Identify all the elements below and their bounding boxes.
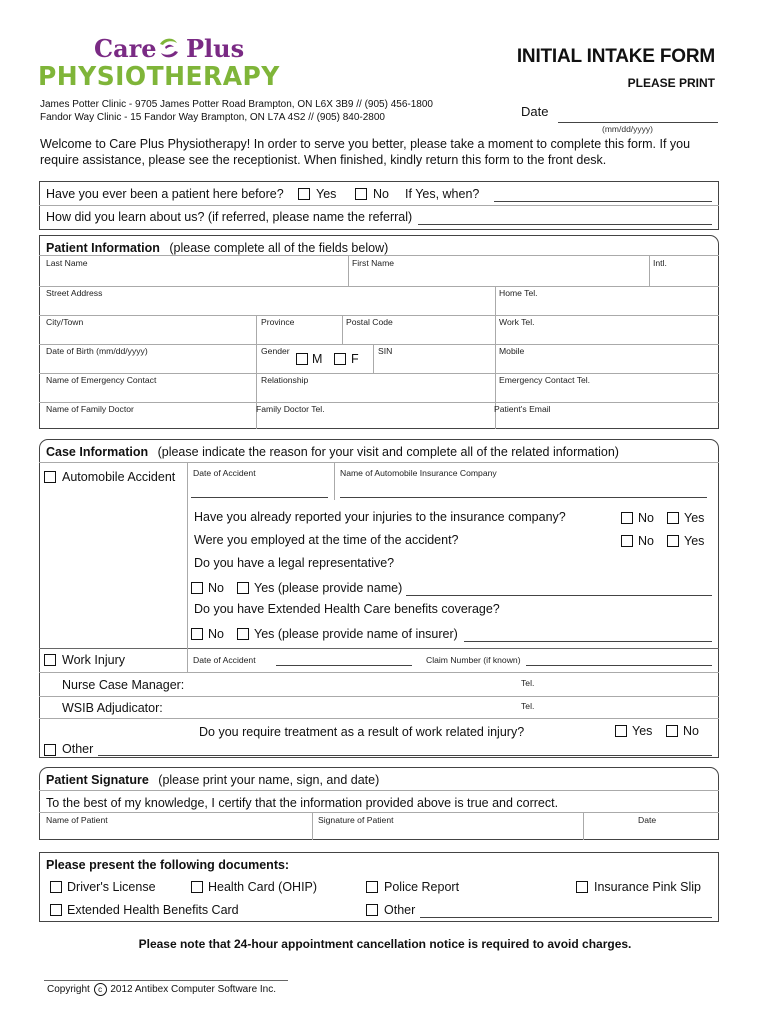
ehb-card-label: Extended Health Benefits Card (67, 903, 239, 917)
pi-row-line (39, 344, 719, 345)
drivers-license-label: Driver's License (67, 880, 156, 894)
form-title: INITIAL INTAKE FORM (516, 46, 715, 67)
prior-yes-label: Yes (316, 187, 337, 201)
province-label: Province (261, 317, 295, 327)
mobile-label: Mobile (499, 346, 525, 356)
employed-no-label: No (638, 534, 654, 548)
auto-accident-label: Automobile Accident (62, 470, 176, 484)
pi-col-line (373, 344, 374, 373)
date-field[interactable] (558, 122, 718, 123)
prior-when-field[interactable] (494, 201, 712, 202)
prior-visit-divider (39, 205, 719, 206)
logo (38, 32, 298, 94)
city-label: City/Town (46, 317, 84, 327)
pi-col-line (649, 255, 650, 286)
date-hint: (mm/dd/yyyy) (602, 124, 653, 134)
please-print: PLEASE PRINT (627, 76, 715, 90)
patient-email-label: Patient's Email (494, 404, 551, 414)
case-info-divider (39, 462, 719, 463)
auto-col-line (334, 462, 335, 500)
footer-rule (44, 980, 288, 981)
work-treatment-yes-checkbox[interactable] (615, 725, 627, 737)
signature-date-label: Date (638, 815, 657, 825)
work-col-line (187, 648, 188, 672)
prior-if-yes-label: If Yes, when? (405, 187, 480, 201)
pi-col-line (348, 255, 349, 286)
claim-number-field[interactable] (526, 665, 712, 666)
ehb-card-checkbox[interactable] (50, 904, 62, 916)
work-date-field[interactable] (276, 665, 412, 666)
work-row-line (39, 718, 719, 719)
initial-label: Intl. (653, 258, 667, 268)
pi-row-line (39, 315, 719, 316)
emergency-tel-label: Emergency Contact Tel. (499, 375, 591, 385)
ehc-yes-checkbox[interactable] (237, 628, 249, 640)
insurance-company-label: Name of Automobile Insurance Company (340, 468, 497, 478)
sin-label: SIN (378, 346, 393, 356)
prior-yes-checkbox[interactable] (298, 188, 310, 200)
drivers-license-checkbox[interactable] (50, 881, 62, 893)
legal-yes-label: Yes (please provide name) (254, 581, 403, 595)
logo-physiotherapy: PHYSIOTHERAPY (38, 62, 280, 92)
other-document-field[interactable] (420, 917, 712, 918)
legal-name-field[interactable] (406, 595, 712, 596)
relationship-label: Relationship (261, 375, 309, 385)
referral-field[interactable] (418, 224, 712, 225)
prior-no-label: No (373, 187, 389, 201)
nurse-tel-label: Tel. (521, 678, 535, 688)
signature-title (46, 773, 379, 787)
employed-question: Were you employed at the time of the accident? (194, 533, 459, 547)
reported-no-label: No (638, 511, 654, 525)
pi-col-line (342, 315, 343, 344)
gender-m-label: M (312, 352, 323, 366)
other-document-label: Other (384, 903, 416, 917)
other-reason-field[interactable] (98, 755, 712, 756)
logo-plus: Plus (186, 34, 245, 63)
pi-row-line (39, 286, 719, 287)
auto-date-label: Date of Accident (193, 468, 256, 478)
police-report-label: Police Report (384, 880, 460, 894)
signature-subtitle: (please print your name, sign, and date) (158, 773, 380, 787)
employed-no-checkbox[interactable] (621, 535, 633, 547)
street-label: Street Address (46, 288, 103, 298)
first-name-label: First Name (352, 258, 395, 268)
postal-label: Postal Code (346, 317, 393, 327)
other-document-checkbox[interactable] (366, 904, 378, 916)
logo-care: Care (94, 34, 157, 63)
dob-label: Date of Birth (mm/dd/yyyy) (46, 346, 148, 356)
work-injury-label: Work Injury (62, 653, 125, 667)
police-report-checkbox[interactable] (366, 881, 378, 893)
ehc-no-label: No (208, 627, 224, 641)
reported-no-checkbox[interactable] (621, 512, 633, 524)
pi-row-line (39, 255, 719, 256)
copyright-icon: c (94, 983, 107, 996)
case-info-title (46, 445, 619, 459)
case-info-subtitle: (please indicate the reason for your visit and complete all of the related information) (157, 445, 619, 459)
documents-title: Please present the following documents: (46, 858, 290, 872)
case-info-heading: Case Information (46, 445, 149, 459)
copyright-text: 2012 Antibex Computer Software Inc. (110, 984, 277, 995)
work-treatment-no-checkbox[interactable] (666, 725, 678, 737)
family-doctor-label: Name of Family Doctor (46, 404, 134, 414)
legal-no-label: No (208, 581, 224, 595)
gender-f-label: F (351, 352, 359, 366)
family-doctor-tel-label: Family Doctor Tel. (256, 404, 325, 414)
health-card-label: Health Card (OHIP) (208, 880, 318, 894)
clinic-address-1: James Potter Clinic - 9705 James Potter Road Brampton, ON L6X 3B9 // (905) 456-1800 (40, 99, 433, 110)
other-reason-label: Other (62, 742, 94, 756)
pi-row-line (39, 373, 719, 374)
ehc-insurer-field[interactable] (464, 641, 712, 642)
cancellation-notice: Please note that 24-hour appointment cancellation notice is required to avoid charges. (138, 937, 632, 951)
insurance-company-field[interactable] (340, 497, 707, 498)
case-section-divider (39, 648, 719, 649)
gender-m-checkbox[interactable] (296, 353, 308, 365)
nurse-label: Nurse Case Manager: (62, 678, 185, 692)
legal-question: Do you have a legal representative? (194, 556, 395, 570)
signature-col-line (583, 812, 584, 840)
certify-statement: To the best of my knowledge, I certify that the information provided above is true and correct. (46, 796, 559, 810)
pink-slip-label: Insurance Pink Slip (594, 880, 702, 894)
legal-no-checkbox[interactable] (191, 582, 203, 594)
patient-info-heading: Patient Information (46, 241, 160, 255)
welcome-line-1: Welcome to Care Plus Physiotherapy! In order to serve you better, please take a moment to complete this form. If you (40, 137, 691, 151)
auto-date-field[interactable] (191, 497, 328, 498)
patient-name-label: Name of Patient (46, 815, 108, 825)
claim-number-label: Claim Number (if known) (426, 655, 521, 665)
signature-divider (39, 790, 719, 791)
reported-yes-checkbox[interactable] (667, 512, 679, 524)
work-treatment-yes-label: Yes (632, 724, 653, 738)
emergency-contact-label: Name of Emergency Contact (46, 375, 157, 385)
patient-signature-label: Signature of Patient (318, 815, 394, 825)
patient-info-title (46, 241, 388, 255)
work-tel-label: Work Tel. (499, 317, 535, 327)
auto-col-line (187, 462, 188, 648)
reported-yes-label: Yes (684, 511, 705, 525)
ehc-yes-label: Yes (please provide name of insurer) (254, 627, 458, 641)
work-treatment-question: Do you require treatment as a result of work related injury? (199, 725, 525, 739)
pi-row-line (39, 402, 719, 403)
wsib-tel-label: Tel. (521, 701, 535, 711)
auto-accident-checkbox[interactable] (44, 471, 56, 483)
ehc-question: Do you have Extended Health Care benefits coverage? (194, 602, 500, 616)
patient-info-subtitle: (please complete all of the fields below) (169, 241, 389, 255)
copyright-label: Copyright (47, 984, 90, 995)
employed-yes-checkbox[interactable] (667, 535, 679, 547)
prior-no-checkbox[interactable] (355, 188, 367, 200)
prior-patient-question: Have you ever been a patient here before? (46, 187, 284, 201)
date-label: Date (521, 104, 549, 119)
gender-f-checkbox[interactable] (334, 353, 346, 365)
work-row-line (39, 672, 719, 673)
work-date-label: Date of Accident (193, 655, 256, 665)
pink-slip-checkbox[interactable] (576, 881, 588, 893)
ehc-no-checkbox[interactable] (191, 628, 203, 640)
health-card-checkbox[interactable] (191, 881, 203, 893)
home-tel-label: Home Tel. (499, 288, 538, 298)
work-treatment-no-label: No (683, 724, 699, 738)
referral-question: How did you learn about us? (if referred, please name the referral) (46, 210, 413, 224)
legal-yes-checkbox[interactable] (237, 582, 249, 594)
welcome-line-2: require assistance, please see the receptionist. When finished, kindly return this form to the front desk. (40, 153, 607, 167)
last-name-label: Last Name (46, 258, 88, 268)
signature-divider (39, 812, 719, 813)
reported-question: Have you already reported your injuries to the insurance company? (194, 510, 566, 524)
other-reason-checkbox[interactable] (44, 744, 56, 756)
work-injury-checkbox[interactable] (44, 654, 56, 666)
signature-col-line (312, 812, 313, 840)
copyright (47, 983, 276, 996)
clinic-address-2: Fandor Way Clinic - 15 Fandor Way Brampton, ON L7A 4S2 // (905) 840-2800 (40, 112, 385, 123)
work-row-line (39, 696, 719, 697)
wsib-label: WSIB Adjudicator: (62, 701, 163, 715)
gender-label: Gender (261, 346, 290, 356)
employed-yes-label: Yes (684, 534, 705, 548)
signature-heading: Patient Signature (46, 773, 149, 787)
